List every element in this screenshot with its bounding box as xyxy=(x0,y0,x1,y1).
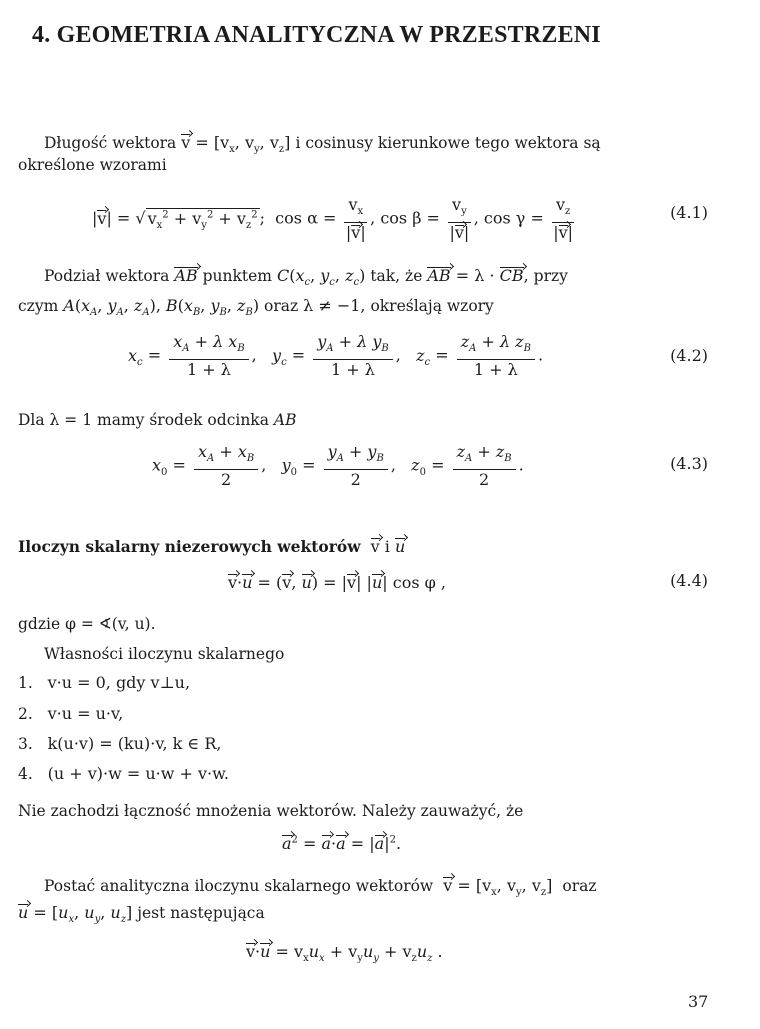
equation-vector-square: $a^2 = a\cdot a = |a|^2$. xyxy=(282,834,402,853)
page-number: 37 xyxy=(688,992,709,1011)
equation-number: (4.4) xyxy=(670,571,708,590)
equation-4-1: |v| = √ $v_x^2 + v_y^2 + v_z^2$ ; cos α = $\frac{v_x}{|v|}$ , cos β = $\frac{v_y}{|v|}$ , cos γ = $\frac{v_z}{|v|}$ xyxy=(92,195,574,243)
list-item: 3. k(u·v) = (ku)·v, k ∈ R, xyxy=(18,734,222,753)
equation-4-3: $x_0$ = $\frac{x_A + x_B}{2}$ , $y_0$ = $\frac{y_A + y_B}{2}$ , $z_0$ = $\frac{z_A + z_B}{2}$ . xyxy=(152,442,524,490)
list-item: 1. v·u = 0, gdy v⊥u, xyxy=(18,673,191,692)
paragraph-line: czym $A(x_A$, $y_A$, $z_A$), $B(x_B$, $y_B$, $z_B$) oraz λ ≠ −1, określają wzory xyxy=(18,296,494,319)
equation-number: (4.3) xyxy=(670,454,708,473)
paragraph-associativity: Nie zachodzi łączność mnożenia wektorów. Należy zauważyć, że xyxy=(18,802,524,820)
list-item: 4. (u + v)·w = u·w + v·w. xyxy=(18,764,230,783)
paragraph-analytic-form: Postać analityczna iloczynu skalarnego wektorów $v = [v_x$, $v_y$, $v_z$] oraz xyxy=(44,876,597,899)
equation-number: (4.1) xyxy=(670,203,708,222)
paragraph-scalar-product: Iloczyn skalarny niezerowych wektorów v i u xyxy=(18,537,406,556)
equation-number: (4.2) xyxy=(670,346,708,365)
paragraph-division: Podział wektora AB punktem $C(x_c$, $y_c$, $z_c$) tak, że AB = λ · CB, przy xyxy=(44,266,568,289)
paragraph-line: $u = [u_x$, $u_y$, $u_z$] jest następująca xyxy=(18,903,265,926)
paragraph-midpoint: Dla λ = 1 mamy środek odcinka AB xyxy=(18,411,297,429)
paragraph-line: określone wzorami xyxy=(18,156,167,174)
equation-4-2: $x_c$ = $\frac{x_A + \lambda x_B}{1 + \lambda}$ , $y_c$ = $\frac{y_A + \lambda y_B}{1 + \lambda}$ , $z_c$ = $\frac{z_A + \lambda z_B}{1 + \lambda}$ . xyxy=(128,332,544,380)
equation-4-4: v·u = (v, u) = |v| |u| cos φ , xyxy=(228,573,447,592)
equation-scalar-analytic: $v\cdot u = v_xu_x + v_yu_y + v_zu_z$ . xyxy=(246,942,443,965)
chapter-heading: 4. GEOMETRIA ANALITYCZNA W PRZESTRZENI xyxy=(32,22,601,48)
paragraph-vector-length: Długość wektora $v = [v_x$, $v_y$, $v_z$] i cosinusy kierunkowe tego wektora są xyxy=(44,133,601,156)
vector-v-def: $v = [v_x$, $v_y$, $v_z$] xyxy=(181,133,296,156)
paragraph-where: gdzie φ = ∢(v, u). xyxy=(18,615,156,633)
paragraph-properties: Własności iloczynu skalarnego xyxy=(44,645,285,663)
list-item: 2. v·u = u·v, xyxy=(18,704,124,723)
